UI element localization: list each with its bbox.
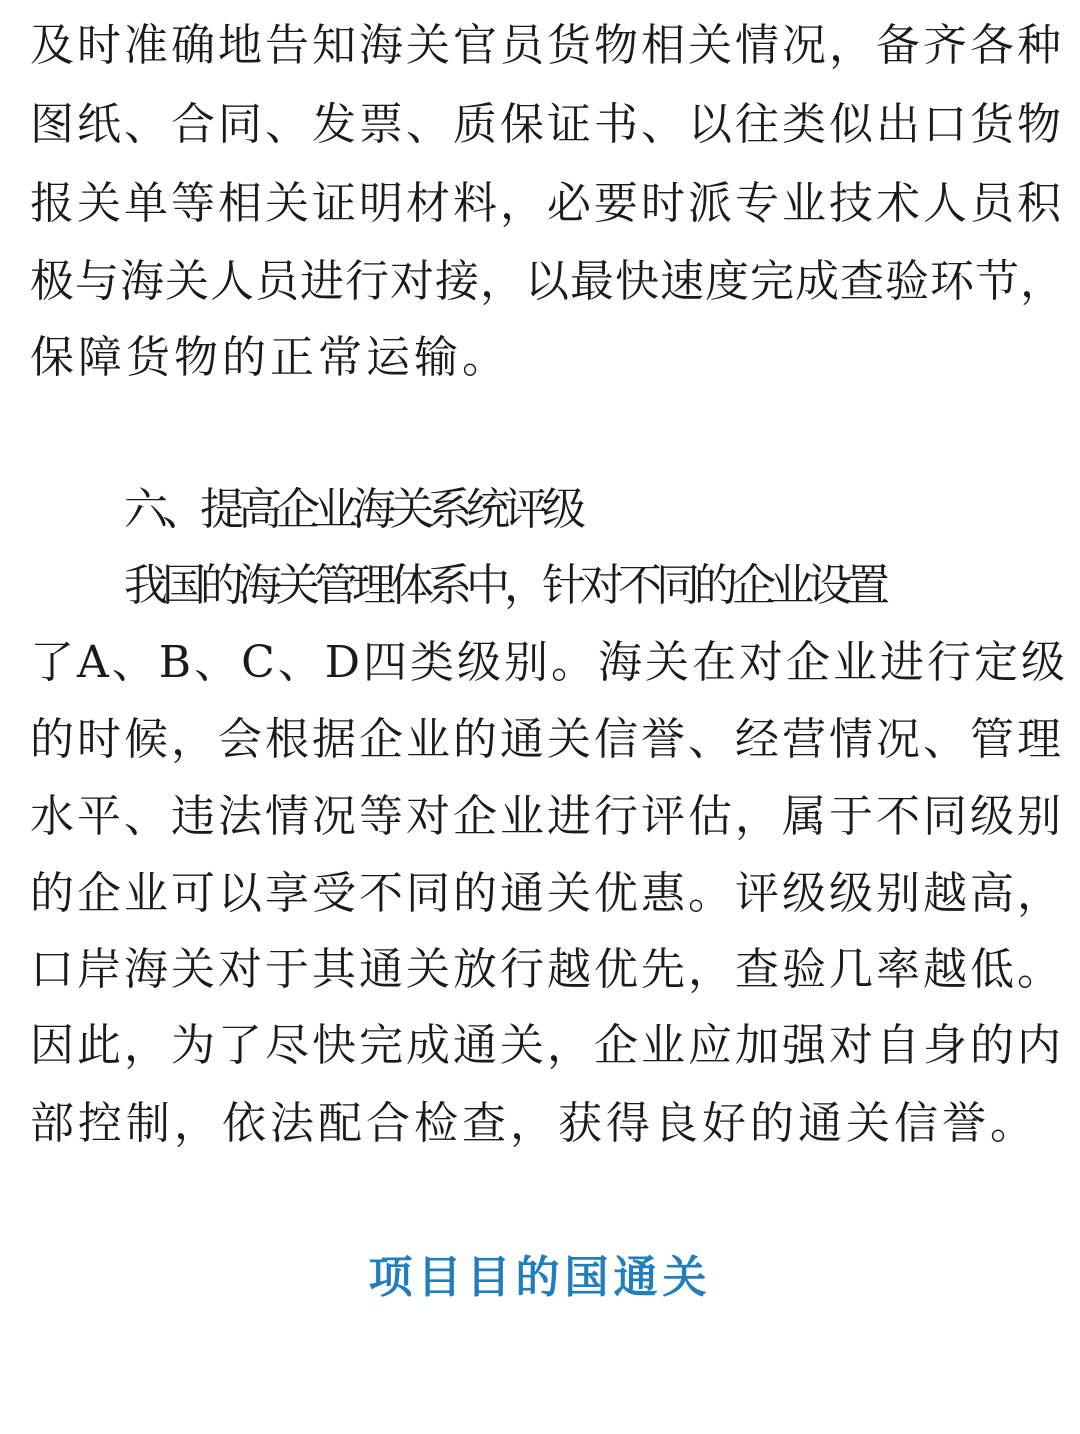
section-heading: 六、提高企业海关系统评级 xyxy=(124,484,580,535)
paragraph-1-line-5: 保障货物的正常运输。 xyxy=(30,332,510,383)
paragraph-2-line-8: 部控制，依法配合检查，获得良好的通关信誉。 xyxy=(30,1098,1038,1149)
paragraph-1-line-4: 极与海关人员进行对接，以最快速度完成查验环节， xyxy=(30,256,1065,307)
paragraph-2-line-5: 的企业可以享受不同的通关优惠。评级级别越高， xyxy=(30,868,1064,919)
section-title-destination-customs: 项目目的国通关 xyxy=(368,1252,712,1303)
paragraph-2-line-3: 的时候，会根据企业的通关信誉、经营情况、管理 xyxy=(30,714,1064,765)
paragraph-2-line-2: 了A、B、C、D四类级别。海关在对企业进行定级 xyxy=(30,637,1069,688)
paragraph-1-line-2: 图纸、合同、发票、质保证书、以往类似出口货物 xyxy=(30,99,1064,150)
paragraph-1-line-3: 报关单等相关证明材料，必要时派专业技术人员积 xyxy=(30,178,1064,229)
paragraph-2-line-6: 口岸海关对于其通关放行越优先，查验几率越低。 xyxy=(30,944,1064,995)
paragraph-1-line-1: 及时准确地告知海关官员货物相关情况，备齐各种 xyxy=(30,20,1064,71)
paragraph-2-line-7: 因此，为了尽快完成通关，企业应加强对自身的内 xyxy=(30,1020,1064,1071)
paragraph-2-line-4: 水平、违法情况等对企业进行评估，属于不同级别 xyxy=(30,791,1064,842)
paragraph-2-line-1: 我国的海关管理体系中，针对不同的企业设置 xyxy=(124,560,884,611)
